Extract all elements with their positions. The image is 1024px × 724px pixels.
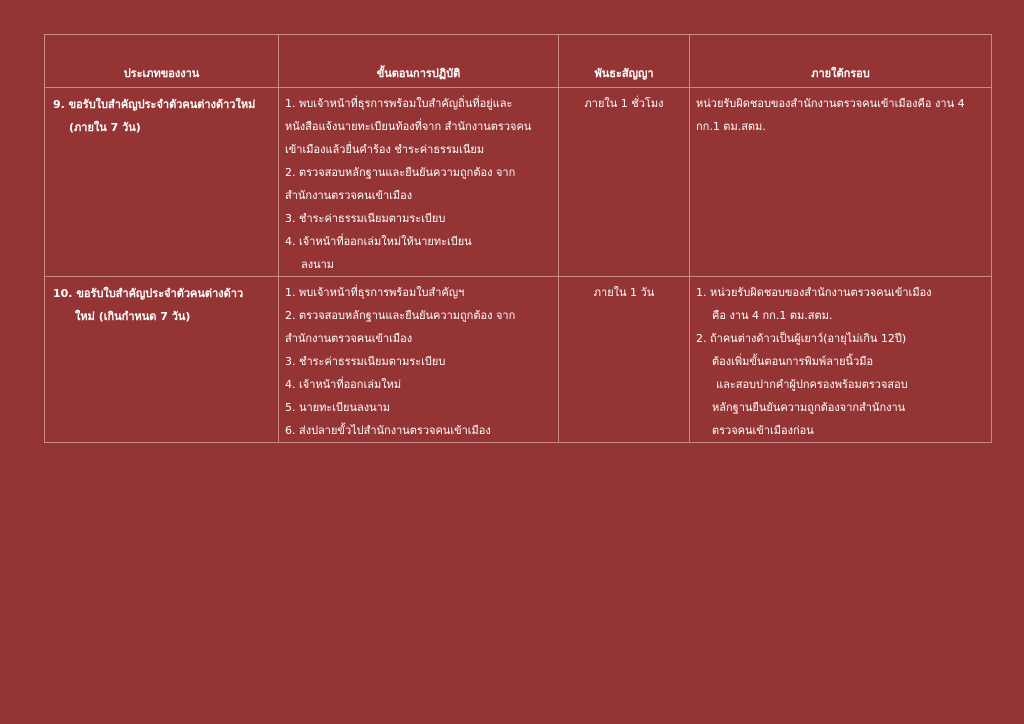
work-type-title: 10. ขอรับใบสำคัญประจำตัวคนต่างด้าว [53,287,244,300]
step-line: 4. เจ้าหน้าที่ออกเล่มใหม่ให้นายทะเบียน [285,235,472,248]
step-line: ลงนาม [301,258,335,271]
header-framework: ภายใต้กรอบ [690,35,992,88]
scope-line: 1. หน่วยรับผิดชอบของสำนักงานตรวจคนเข้าเมือง [696,286,932,299]
procedure-steps-cell [279,88,559,277]
table-row [45,277,992,443]
step-line: 2. ตรวจสอบหลักฐานและยืนยันความถูกต้อง จาก [285,166,516,179]
step-line: สำนักงานตรวจคนเข้าเมือง [285,332,413,345]
framework-cell [690,277,992,443]
scope-line: คือ งาน 4 กก.1 ตม.สตม. [712,309,833,322]
step-line: สำนักงานตรวจคนเข้าเมือง [285,189,413,202]
step-line: หนังสือแจ้งนายทะเบียนท้องที่จาก สำนักงานตรวจคน [285,120,532,133]
work-type-subtitle: (ภายใน 7 วัน) [69,121,141,134]
work-type-cell [45,88,279,277]
step-line: 1. พบเจ้าหน้าที่ธุรการพร้อมใบสำคัญฯ [285,286,465,299]
header-procedure-steps: ขั้นตอนการปฏิบัติ [279,35,559,88]
framework-cell [690,88,992,277]
work-type-cell [45,277,279,443]
work-type-subtitle: ใหม่ (เกินกำหนด 7 วัน) [75,310,191,323]
step-line: 4. เจ้าหน้าที่ออกเล่มใหม่ [285,378,402,391]
step-line: 5. นายทะเบียนลงนาม [285,401,391,414]
procedure-table [44,34,992,443]
work-type-title: 9. ขอรับใบสำคัญประจำตัวคนต่างด้าวใหม่ [53,98,256,111]
scope-line: ตรวจคนเข้าเมืองก่อน [712,424,814,437]
step-line: 3. ชำระค่าธรรมเนียมตามระเบียบ [285,355,446,368]
scope-line: กก.1 ตม.สตม. [696,120,766,133]
table-header-row [45,35,992,88]
scope-line: หน่วยรับผิดชอบของสำนักงานตรวจคนเข้าเมืองคือ งาน 4 [696,97,965,110]
scope-line: 2. ถ้าคนต่างด้าวเป็นผู้เยาว์(อายุไม่เกิน 12ปี) [696,332,907,345]
step-line: 1. พบเจ้าหน้าที่ธุรการพร้อมใบสำคัญถิ่นที่อยู่และ [285,97,513,110]
step-line: เข้าเมืองแล้วยื่นคำร้อง ชำระค่าธรรมเนียม [285,143,485,156]
commitment-cell: ภายใน 1 วัน [559,277,690,443]
header-work-type: ประเภทของงาน [45,35,279,88]
step-line: 6. ส่งปลายขั้วไปสำนักงานตรวจคนเข้าเมือง [285,424,491,437]
table-row [45,88,992,277]
step-line: 2. ตรวจสอบหลักฐานและยืนยันความถูกต้อง จาก [285,309,516,322]
scope-line: หลักฐานยืนยันความถูกต้องจากสำนักงาน [712,401,906,414]
procedure-steps-cell [279,277,559,443]
scope-line: และสอบปากคำผู้ปกครองพร้อมตรวจสอบ [716,378,908,391]
scope-line: ต้องเพิ่มขั้นตอนการพิมพ์ลายนิ้วมือ [712,355,874,368]
step-line: 3. ชำระค่าธรรมเนียมตามระเบียบ [285,212,446,225]
header-commitment: พันธะสัญญา [559,35,690,88]
commitment-cell: ภายใน 1 ชั่วโมง [559,88,690,277]
